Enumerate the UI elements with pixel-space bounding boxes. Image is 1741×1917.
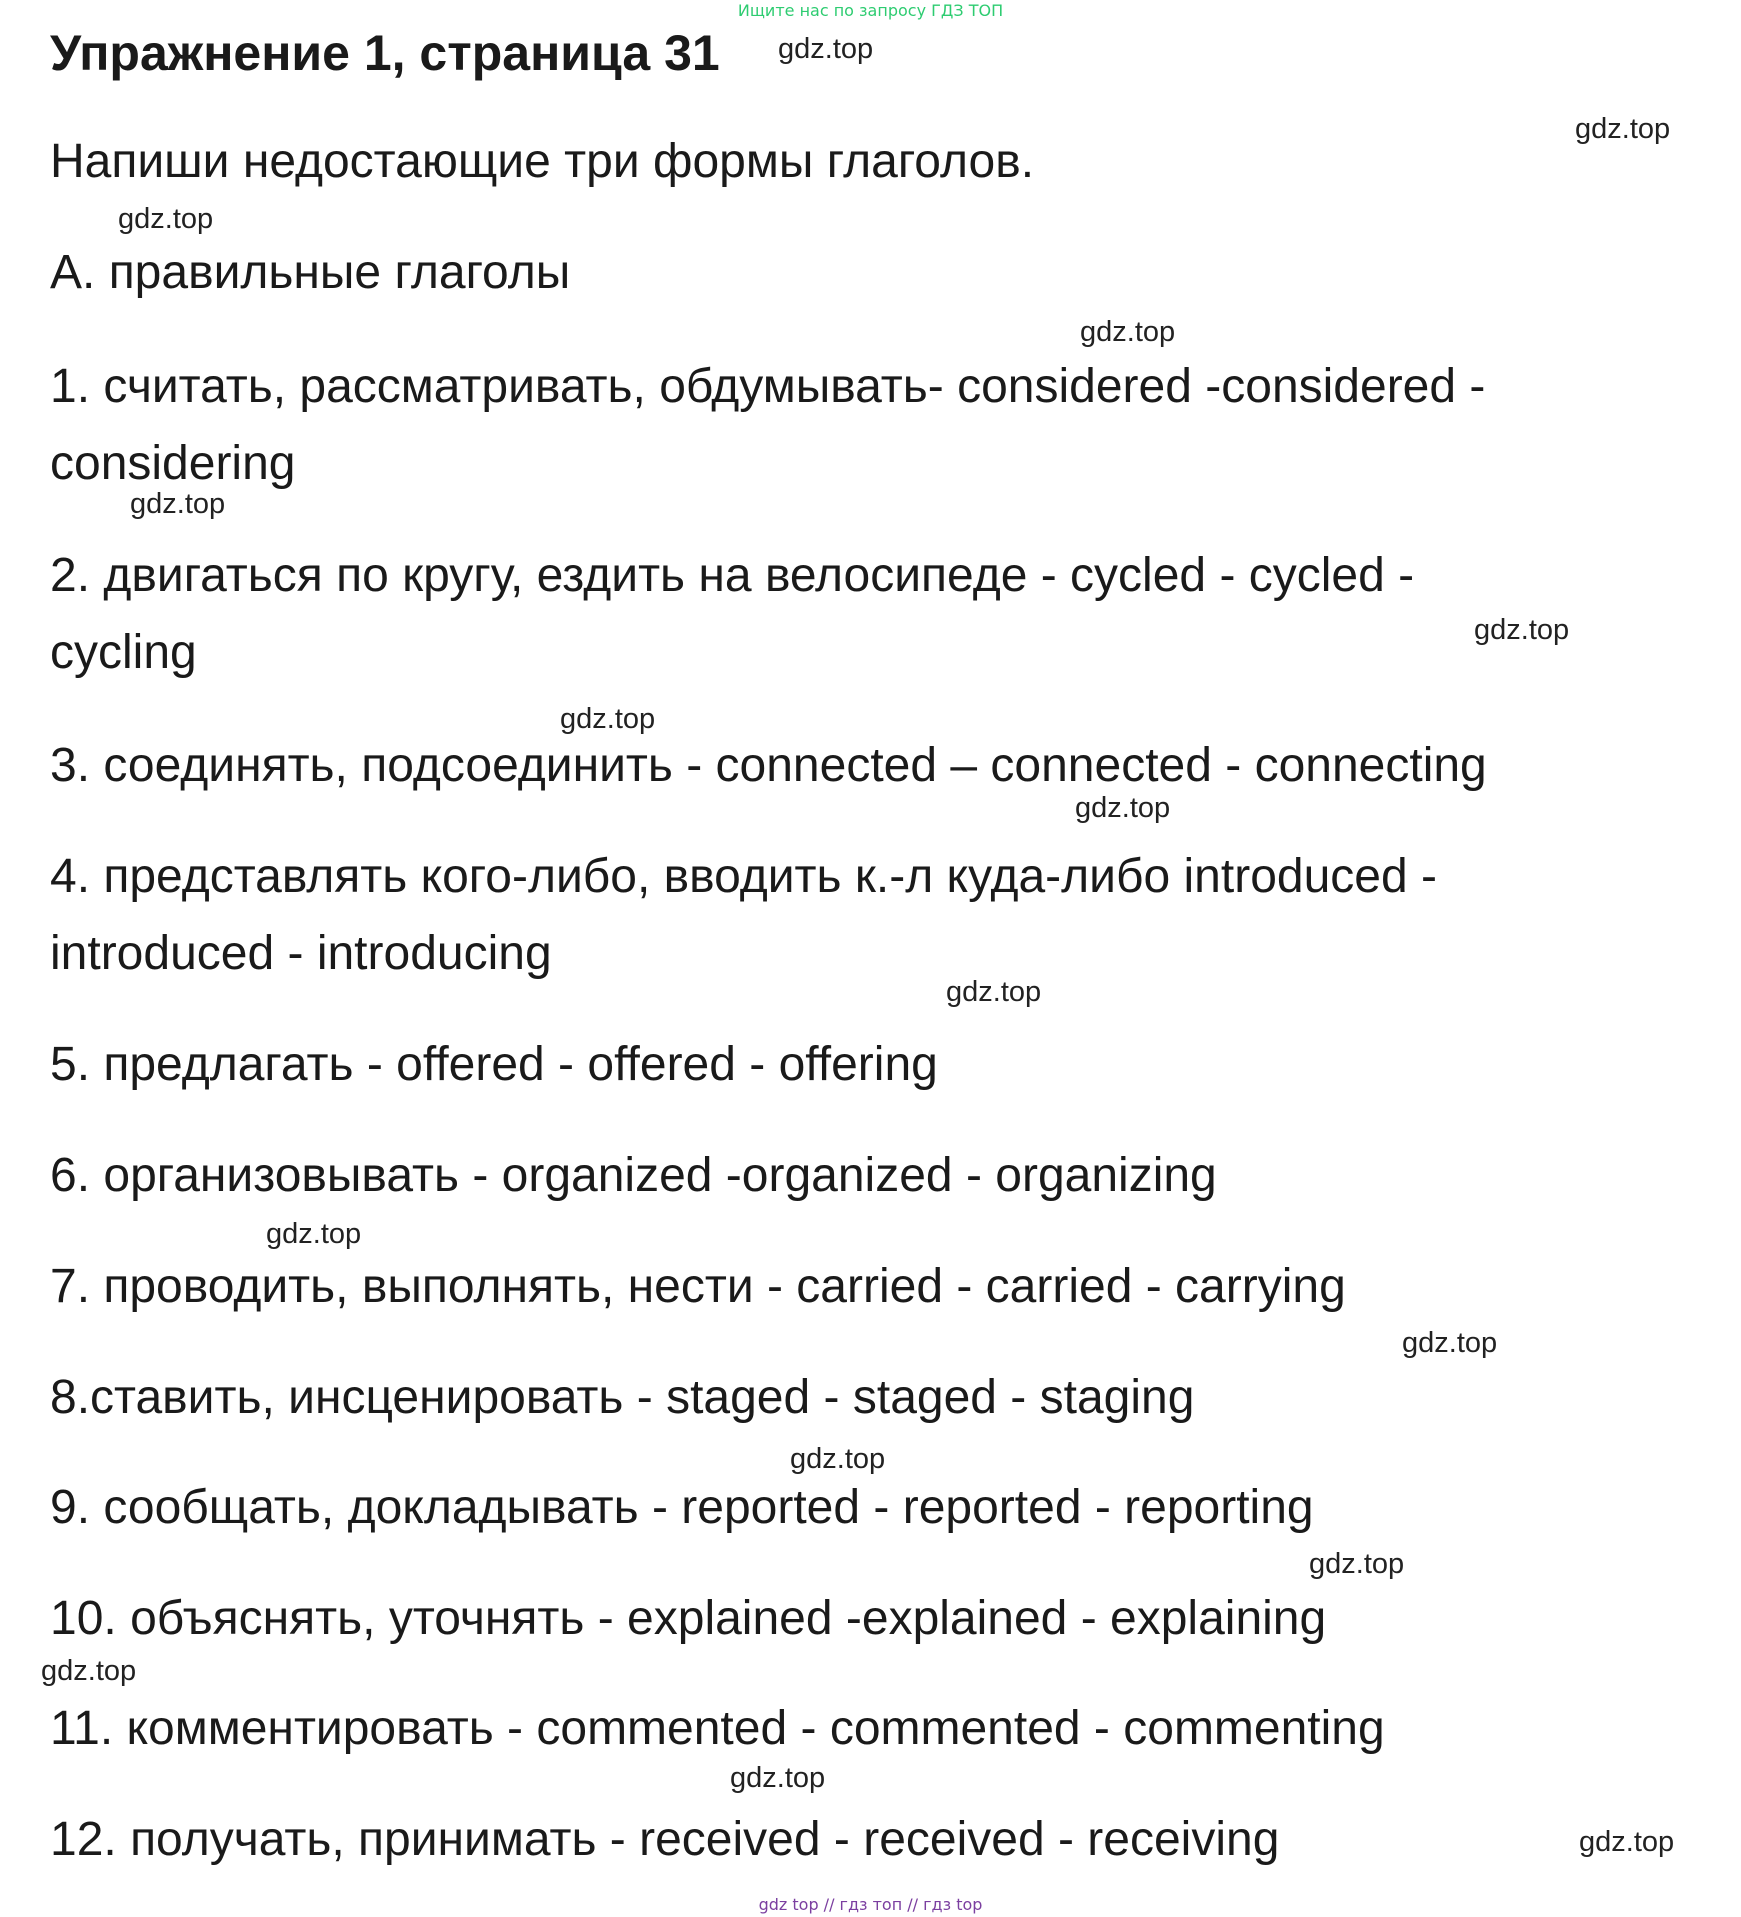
watermark: gdz.top <box>1075 792 1171 824</box>
watermark: gdz.top <box>41 1655 137 1687</box>
item-8-line-1: 8.ставить, инсценировать - staged - staged - staging <box>50 1371 1195 1424</box>
watermark: gdz.top <box>790 1443 886 1475</box>
watermark: gdz.top <box>118 203 214 235</box>
item-9-line-1: 9. сообщать, докладывать - reported - reported - reporting <box>50 1481 1314 1534</box>
list-item-10 <box>50 1580 1326 1657</box>
watermark: gdz.top <box>1402 1327 1498 1359</box>
watermark: gdz.top <box>1474 614 1570 646</box>
watermark: gdz.top <box>1080 316 1176 348</box>
watermark: gdz.top <box>1309 1548 1405 1580</box>
item-2-line-2: cycling <box>50 626 197 679</box>
item-11-line-1: 11. комментировать - commented - commented - commenting <box>50 1702 1385 1755</box>
watermark: gdz.top <box>560 703 656 735</box>
list-item-5 <box>50 1026 938 1103</box>
section-heading: А. правильные глаголы <box>50 246 571 299</box>
list-item-1 <box>50 348 1485 502</box>
list-item-8 <box>50 1359 1194 1436</box>
item-10-line-1: 10. объяснять, уточнять - explained -explained - explaining <box>50 1592 1327 1645</box>
list-item-7 <box>50 1248 1346 1325</box>
watermark: gdz.top <box>266 1218 362 1250</box>
item-1-line-2: considering <box>50 437 296 490</box>
exercise-title: Упражнение 1, страница 31 <box>50 25 720 81</box>
watermark: gdz.top <box>730 1762 826 1794</box>
item-7-line-1: 7. проводить, выполнять, нести - carried - carried - carrying <box>50 1260 1346 1313</box>
list-item-11 <box>50 1690 1385 1767</box>
watermark: gdz.top <box>1579 1826 1675 1858</box>
item-1-line-1: 1. считать, рассматривать, обдумывать- considered -considered - <box>50 360 1486 413</box>
list-item-4 <box>50 838 1437 992</box>
list-item-2 <box>50 537 1414 691</box>
list-item-3 <box>50 727 1487 804</box>
watermark: gdz.top <box>130 488 226 520</box>
list-item-6 <box>50 1137 1217 1214</box>
item-4-line-1: 4. представлять кого-либо, вводить к.-л куда-либо introduced - <box>50 850 1437 903</box>
watermark: gdz.top <box>946 976 1042 1008</box>
item-4-line-2: introduced - introducing <box>50 927 552 980</box>
instruction-text: Напиши недостающие три формы глаголов. <box>50 135 1035 188</box>
top-banner: Ищите нас по запросу ГДЗ ТОП <box>737 1 1004 20</box>
item-12-line-1: 12. получать, принимать - received - received - receiving <box>50 1813 1280 1866</box>
list-item-9 <box>50 1469 1314 1546</box>
item-6-line-1: 6. организовывать - organized -organized - organizing <box>50 1149 1217 1202</box>
watermark: gdz.top <box>778 33 874 65</box>
watermark: gdz.top <box>1575 113 1671 145</box>
item-2-line-1: 2. двигаться по кругу, ездить на велосипеде - cycled - cycled - <box>50 549 1415 602</box>
list-item-12 <box>50 1801 1279 1878</box>
footer-watermark: gdz top // гдз топ // гдз top <box>758 1895 983 1914</box>
item-5-line-1: 5. предлагать - offered - offered - offering <box>50 1038 938 1091</box>
item-3-line-1: 3. соединять, подсоединить - connected – connected - connecting <box>50 739 1487 792</box>
